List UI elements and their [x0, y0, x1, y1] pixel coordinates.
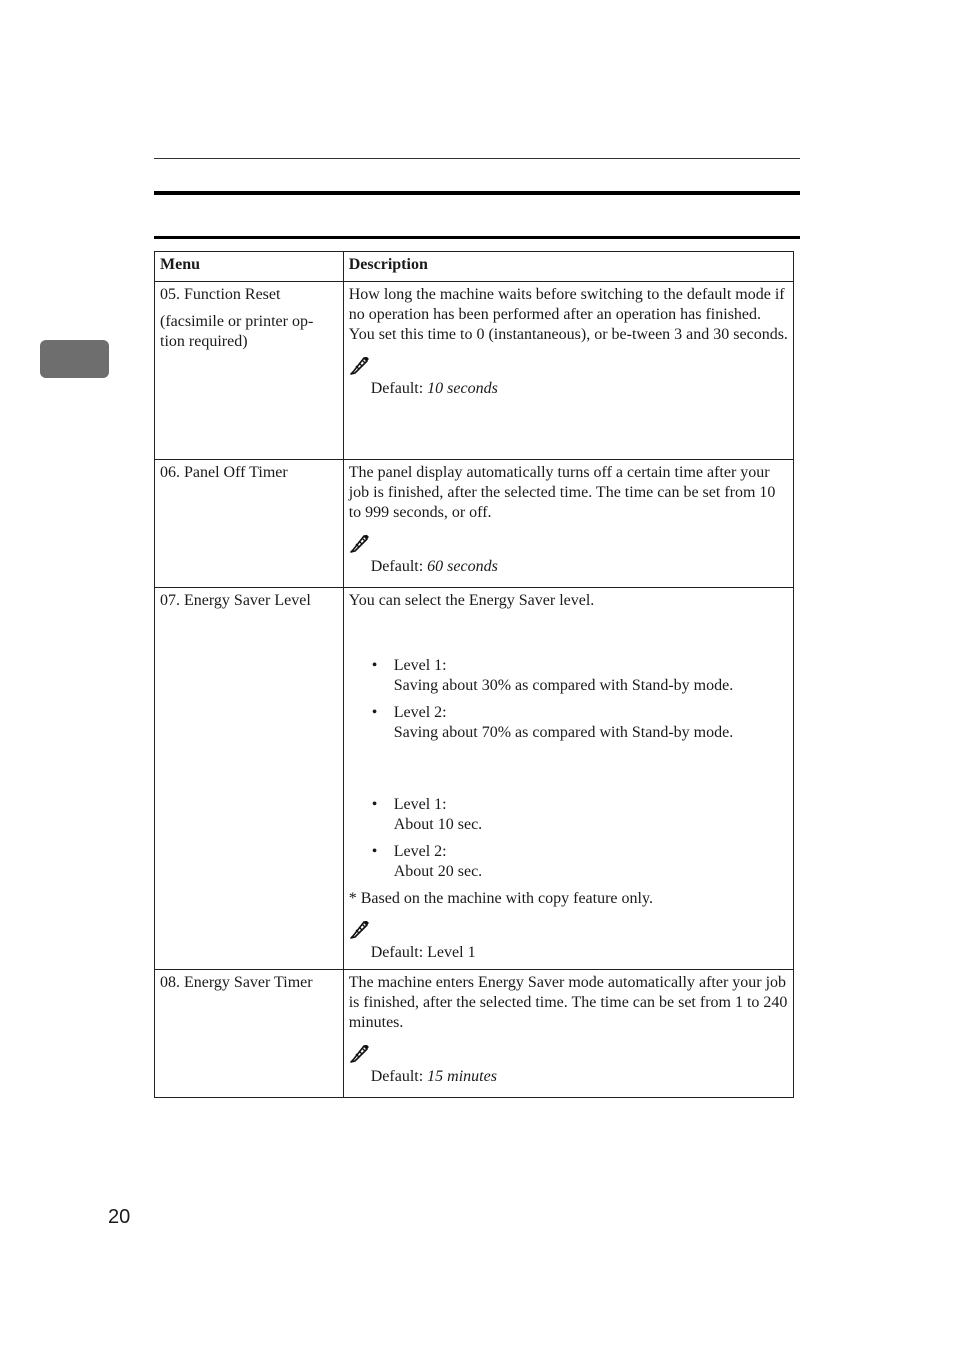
description-text: How long the machine waits before switching to the default mode if no operation has been performed after an operation has finished. You set this time to 0 (instantaneous), or be-tween 3 and 30 seconds. — [348, 286, 788, 343]
default-setting: Default: Level 1 — [370, 944, 476, 961]
description-column-header: Description — [343, 252, 793, 282]
header-rule-thick-bottom — [154, 236, 800, 239]
settings-table — [154, 251, 794, 1098]
note-pencil-icon — [349, 921, 371, 939]
menu-item-name: 08. Energy Saver Timer — [160, 974, 313, 991]
list-item: • Level 1: Saving about 30% as compared with Stand-by mode. — [371, 657, 734, 694]
note-pencil-icon — [349, 357, 371, 375]
default-setting: Default: 15 minutes — [370, 1068, 497, 1085]
default-setting: Default: 10 seconds — [370, 380, 498, 397]
note-pencil-icon — [349, 1045, 371, 1063]
menu-item-name: 07. Energy Saver Level — [160, 592, 311, 609]
description-text: The machine enters Energy Saver mode automatically after your job is finished, after the selected time. The time can be set from 1 to 240 minutes. — [348, 974, 788, 1031]
list-item: • Level 1: About 10 sec. — [371, 796, 483, 833]
energy-saving-list — [349, 656, 788, 743]
description-text: The panel display automatically turns off a certain time after your job is finished, after the selected time. The time can be set from 10 to 999 seconds, or off. — [348, 464, 776, 521]
table-row — [155, 282, 794, 460]
recovery-time-list — [349, 795, 788, 882]
page-number: 20 — [108, 1206, 131, 1228]
table-header-row — [155, 252, 794, 282]
note-pencil-icon — [349, 535, 371, 553]
footnote: * Based on the machine with copy feature only. — [348, 890, 653, 907]
chapter-tab — [40, 340, 109, 378]
menu-item-note: (facsimile or printer op-tion required) — [160, 313, 314, 350]
description-text: You can select the Energy Saver level. — [348, 592, 595, 609]
menu-item-name: 06. Panel Off Timer — [160, 464, 288, 481]
default-setting: Default: 60 seconds — [370, 558, 498, 575]
list-item: • Level 2: About 20 sec. — [371, 843, 483, 880]
menu-column-header: Menu — [155, 252, 344, 282]
header-rule-thick-top — [154, 191, 800, 195]
table-row — [155, 588, 794, 970]
menu-item-name: 05. Function Reset — [160, 286, 281, 303]
list-item: • Level 2: Saving about 70% as compared with Stand-by mode. — [371, 704, 734, 741]
header-rule-thin — [154, 158, 800, 159]
table-row — [155, 970, 794, 1098]
table-row — [155, 460, 794, 588]
